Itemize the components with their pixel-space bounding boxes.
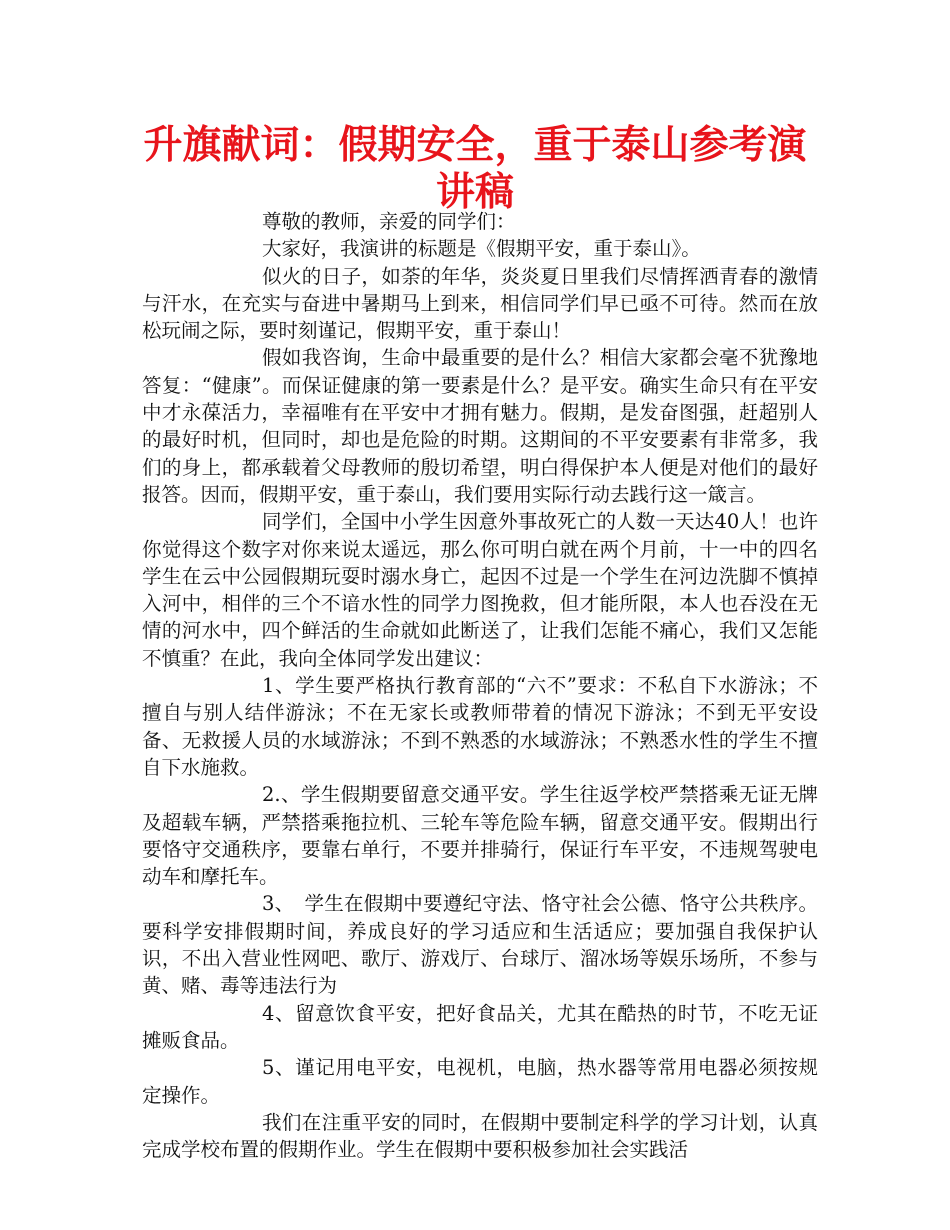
closing-paragraph: 我们在注重平安的同时，在假期中要制定科学的学习计划，认真完成学校布置的假期作业。学生在假期中要积极参加社会实践活 (142, 1110, 818, 1162)
greeting-paragraph: 大家好，我演讲的标题是《假期平安，重于泰山》。 (262, 237, 701, 261)
suggestion-4-paragraph: 4、留意饮食平安，把好食品关，尤其在酷热的时节，不吃无证摊贩食品。 (142, 1001, 818, 1052)
document-body (142, 208, 818, 1163)
accident-story-paragraph: 同学们，全国中小学生因意外事故死亡的人数一天达40人！也许你觉得这个数字对你来说太遥远，那么你可明白就在两个月前，十一中的四名学生在云中公园假期玩耍时溺水身亡，起因不过是一个学生在河边洗脚不慎掉入河中，相伴的三个不谙水性的同学力图挽救，但才能所限，本人也吞没在无情的河水中，四个鲜活的生命就如此断送了，让我们怎能不痛心，我们又怎能不慎重？在此，我向全体同学发出建议： (142, 510, 818, 670)
suggestion-5-paragraph: 5、谨记用电平安，电视机，电脑，热水器等常用电器必须按规定操作。 (142, 1056, 818, 1107)
salutation-paragraph: 尊敬的教师，亲爱的同学们： (262, 210, 516, 233)
suggestion-1-paragraph: 1、学生要严格执行教育部的“六不”要求：不私自下水游泳；不擅自与别人结伴游泳；不在无家长或教师带着的情况下游泳；不到无平安设备、无救援人员的水域游泳；不到不熟悉的水域游泳；不熟悉水性的学生不擅自下水施救。 (142, 674, 818, 779)
safety-importance-paragraph: 假如我咨询，生命中最重要的是什么？相信大家都会毫不犹豫地答复：“健康”。而保证健康的第一要素是什么？是平安。确实生命只有在平安中才永葆活力，幸福唯有在平安中才拥有魅力。假期，是发奋图强，赶超别人的最好时机，但同时，却也是危险的时期。这期间的不平安要素有非常多，我们的身上，都承载着父母教师的殷切希望，明白得保护本人便是对他们的最好报答。因而，假期平安，重于泰山，我们要用实际行动去践行这一箴言。 (142, 346, 818, 506)
suggestion-3-paragraph: 3、 学生在假期中要遵纪守法、恪守社会公德、恪守公共秩序。要科学安排假期时间，养成良好的学习适应和生活适应；要加强自我保护认识，不出入营业性网吧、歌厅、游戏厅、台球厅、溜冰场等娱乐场所，不参与黄、赌、毒等违法行为 (142, 892, 818, 998)
suggestion-2-paragraph: 2.、学生假期要留意交通平安。学生往返学校严禁搭乘无证无牌及超载车辆，严禁搭乘拖拉机、三轮车等危险车辆，留意交通平安。假期出行要恪守交通秩序，要靠右单行，不要并排骑行，保证行车平安，不违规驾驶电动车和摩托车。 (142, 783, 818, 889)
document-title: 升旗献词：假期安全，重于泰山参考演讲稿 (143, 123, 807, 215)
intro-paragraph: 似火的日子，如荼的年华，炎炎夏日里我们尽情挥洒青春的激情与汗水，在充实与奋进中暑期马上到来，相信同学们早已亟不可待。然而在放松玩闹之际，要时刻谨记，假期平安，重于泰山！ (142, 264, 818, 343)
